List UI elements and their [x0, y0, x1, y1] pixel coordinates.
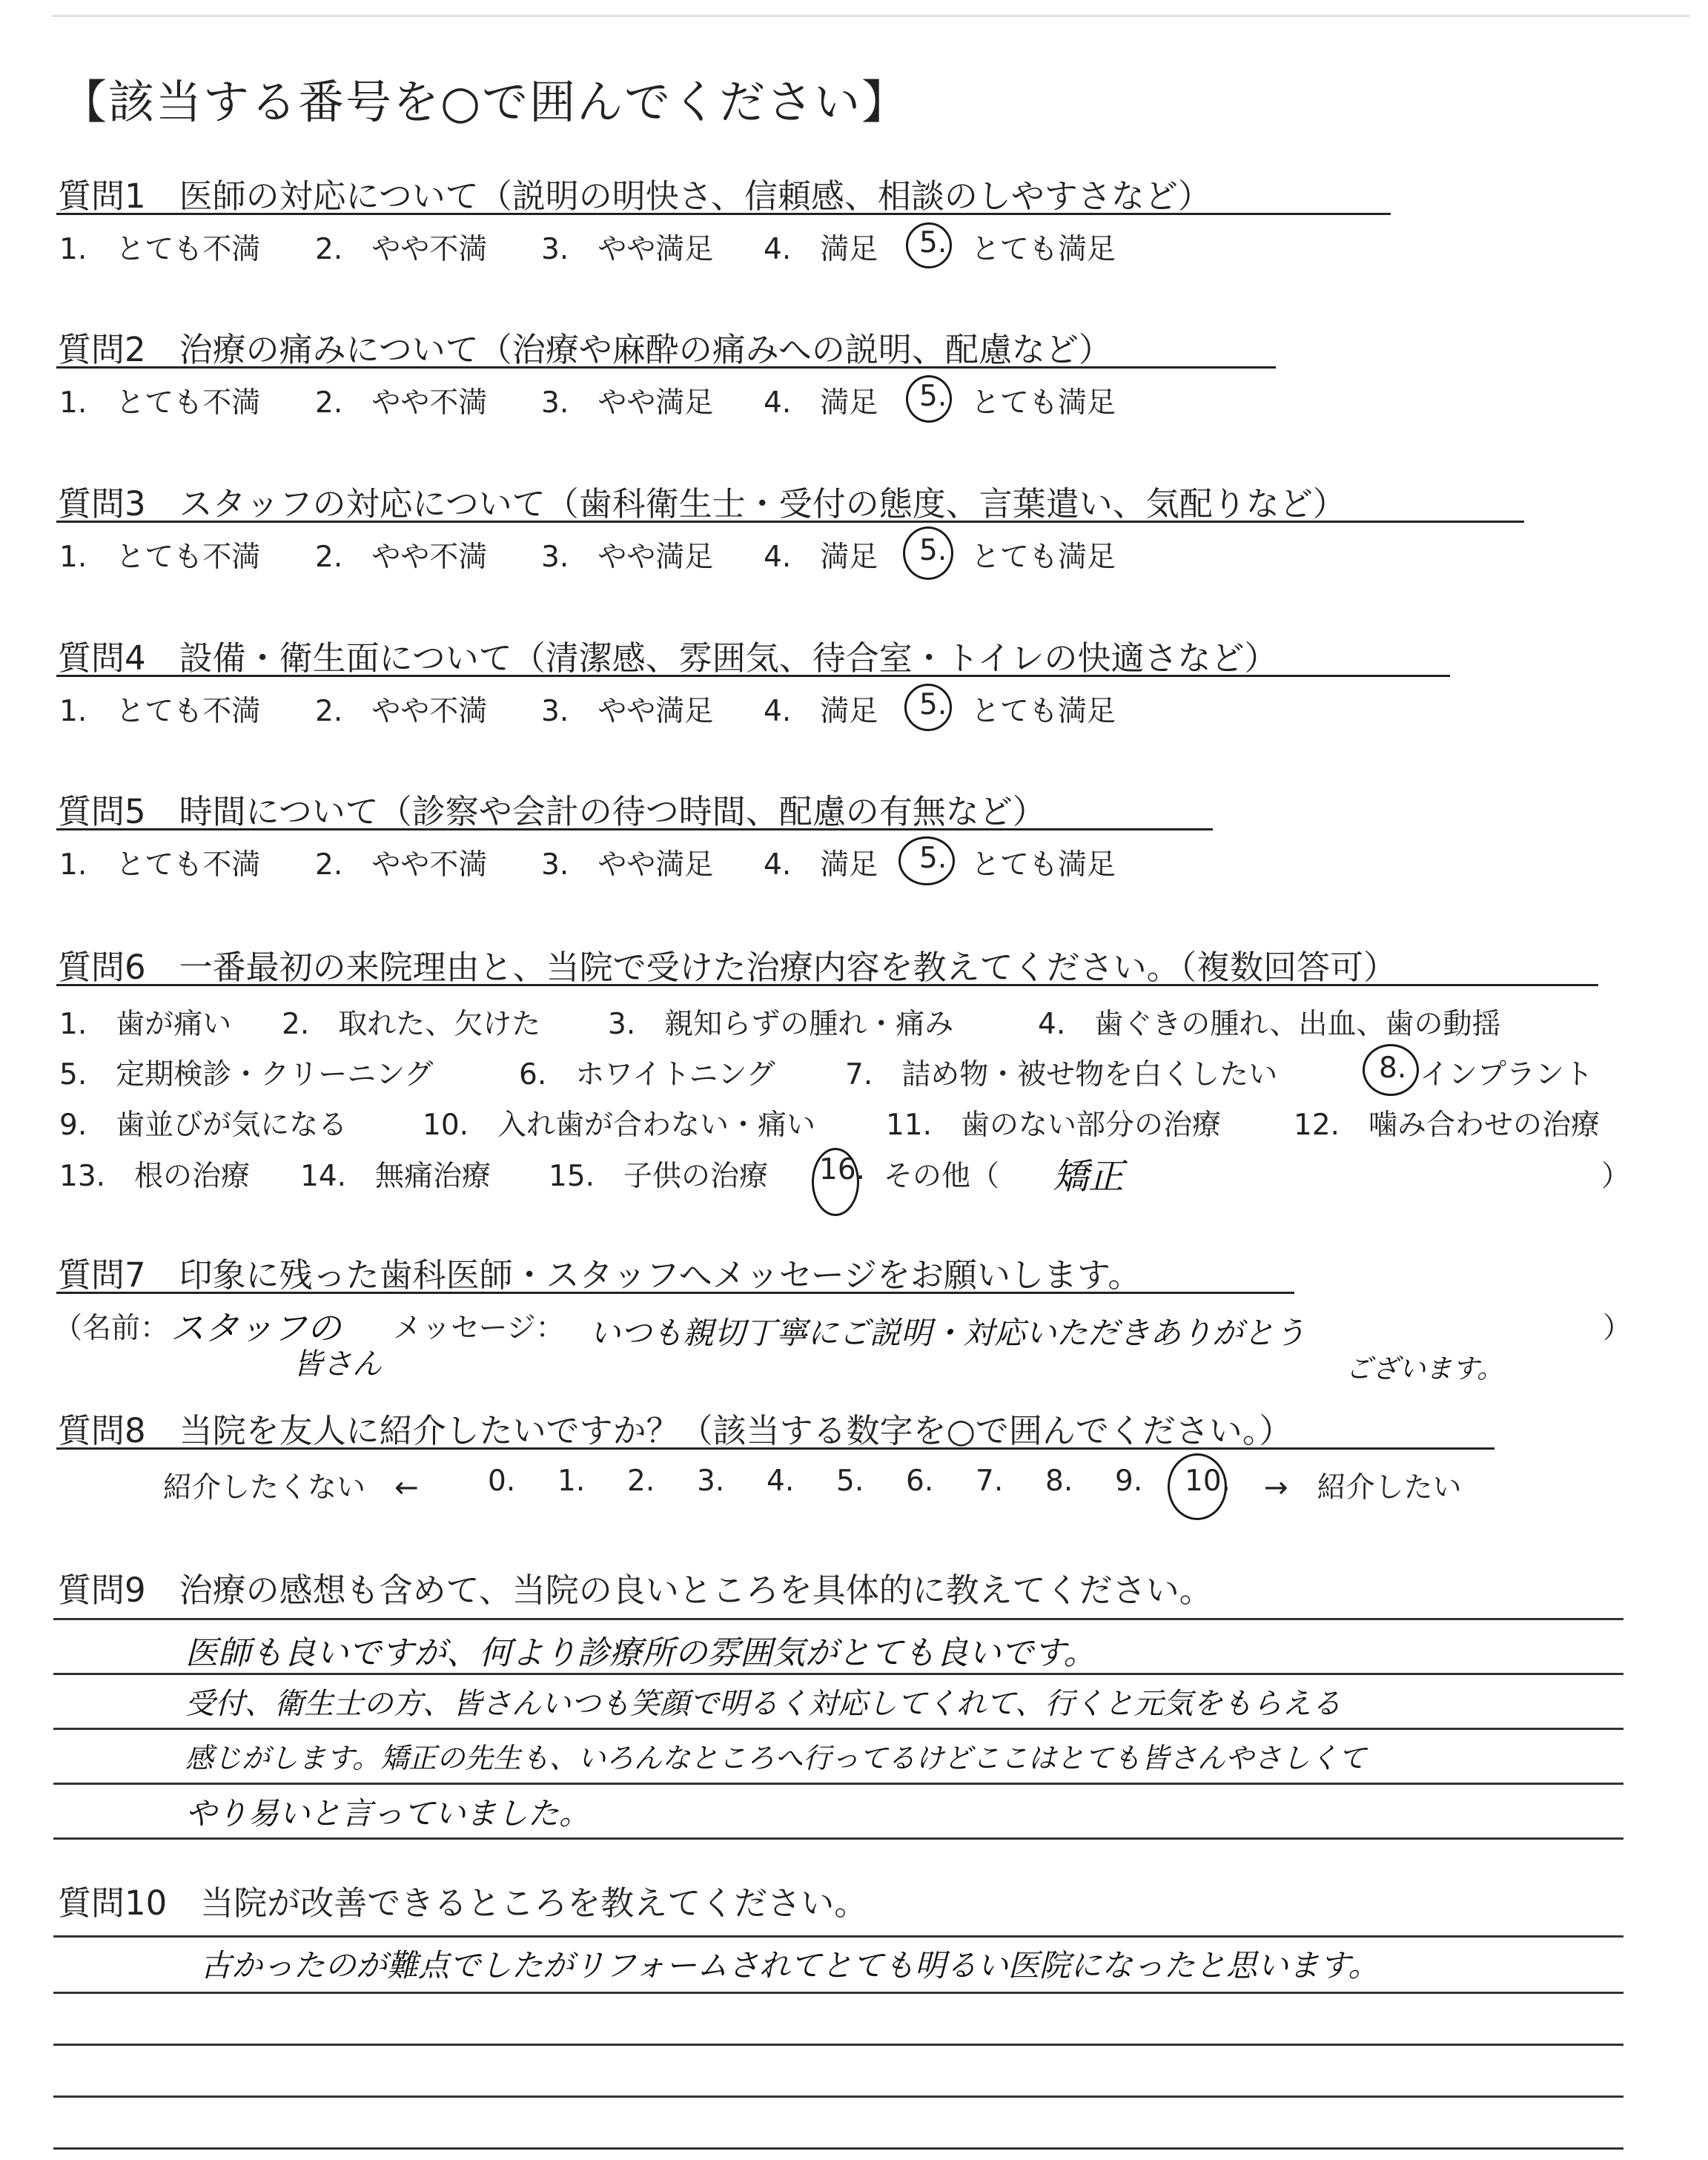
q9-rule-2: [53, 1673, 1623, 1675]
q3-option-5[interactable]: 5.: [919, 534, 947, 567]
q8-option-9[interactable]: 9.: [1115, 1464, 1143, 1498]
q4-option-4[interactable]: 4. 満足: [764, 695, 878, 728]
q9-rule-4: [53, 1783, 1623, 1785]
q6-option-16[interactable]: 16.: [819, 1153, 866, 1186]
question-4-label: 質問4 設備・衛生面について（清潔感、雰囲気、待合室・トイレの快適さなど）: [58, 638, 1278, 678]
q6-other-label: その他（: [884, 1160, 1000, 1193]
q2-option-1[interactable]: 1. とても不満: [59, 386, 261, 420]
q6-option-8-label: インプラント: [1420, 1058, 1594, 1091]
question-6-label: 質問6 一番最初の来院理由と、当院で受けた治療内容を教えてください。（複数回答可）: [58, 948, 1397, 987]
q5-option-2[interactable]: 2. やや不満: [315, 848, 488, 882]
q6-option-5[interactable]: 5. 定期検診・クリーニング: [59, 1058, 434, 1091]
question-9-label: 質問9 治療の感想も含めて、当院の良いところを具体的に教えてください。: [58, 1571, 1213, 1610]
q7-message-answer-line1[interactable]: いつも親切丁寧にご説明・対応いただきありがとう: [589, 1315, 1306, 1351]
q3-option-5-label: とても満足: [971, 541, 1116, 574]
question-7-label: 質問7 印象に残った歯科医師・スタッフへメッセージをお願いします。: [58, 1255, 1142, 1295]
q6-option-13[interactable]: 13. 根の治療: [59, 1160, 251, 1193]
q7-name-answer-line1[interactable]: スタッフの: [171, 1308, 341, 1348]
q1-option-5-label: とても満足: [971, 233, 1116, 266]
page-title: 【該当する番号を○で囲んでください】: [61, 75, 910, 129]
q6-option-12[interactable]: 12. 噛み合わせの治療: [1294, 1109, 1601, 1142]
q6-option-8-circle: [1363, 1044, 1419, 1096]
q10-rule-1: [53, 1935, 1623, 1938]
q6-option-2[interactable]: 2. 取れた、欠けた: [282, 1008, 541, 1041]
q8-option-1[interactable]: 1.: [557, 1464, 586, 1498]
q10-answer-line-1[interactable]: 古かったのが難点でしたがリフォームされてとても明るい医院になったと思います。: [200, 1947, 1380, 1984]
q3-option-1[interactable]: 1. とても不満: [59, 541, 261, 574]
q10-rule-2: [53, 1992, 1623, 1994]
q2-option-3[interactable]: 3. やや満足: [541, 386, 714, 420]
q7-message-answer-line2: ございます。: [1345, 1354, 1504, 1384]
q8-option-0[interactable]: 0.: [488, 1464, 516, 1498]
q6-option-9[interactable]: 9. 歯並びが気になる: [59, 1109, 348, 1142]
q4-option-2[interactable]: 2. やや不満: [315, 695, 488, 728]
q6-option-16-circle: [812, 1148, 859, 1216]
q10-rule-5: [53, 2147, 1623, 2150]
q7-name-answer-line2: 皆さん: [293, 1347, 382, 1381]
q8-option-4[interactable]: 4.: [767, 1464, 795, 1498]
q1-answer-circle: [906, 222, 952, 268]
q8-right-label: → 紹介したい: [1264, 1471, 1462, 1505]
q7-message-label: メッセージ：: [393, 1312, 565, 1345]
q1-option-4[interactable]: 4. 満足: [764, 233, 878, 266]
q5-option-5[interactable]: 5.: [919, 842, 947, 875]
q9-answer-line-3[interactable]: 感じがします。矯正の先生も、いろんなところへ行ってるけどここはとても皆さんやさしくて: [185, 1742, 1366, 1774]
question-5-underline: [56, 828, 1213, 830]
q8-option-2[interactable]: 2.: [627, 1464, 655, 1498]
q5-option-4[interactable]: 4. 満足: [764, 848, 878, 882]
question-5-label: 質問5 時間について（診察や会計の待つ時間、配慮の有無など）: [58, 792, 1046, 831]
q6-other-close: ）: [1601, 1160, 1631, 1193]
question-6-underline: [56, 984, 1598, 986]
q6-other-answer[interactable]: 矯正: [1053, 1156, 1125, 1198]
q1-option-2[interactable]: 2. やや不満: [315, 233, 488, 266]
q6-option-10[interactable]: 10. 入れ歯が合わない・痛い: [423, 1109, 816, 1142]
question-3-underline: [56, 521, 1524, 523]
q9-answer-line-2[interactable]: 受付、衛生士の方、皆さんいつも笑顔で明るく対応してくれて、行くと元気をもらえる: [185, 1687, 1342, 1721]
question-7-underline: [56, 1292, 1294, 1294]
q4-option-1[interactable]: 1. とても不満: [59, 695, 261, 728]
q8-option-6[interactable]: 6.: [906, 1464, 934, 1498]
q6-option-3[interactable]: 3. 親知らずの腫れ・痛み: [608, 1008, 954, 1041]
q7-name-label: （名前：: [53, 1312, 170, 1345]
q5-option-3[interactable]: 3. やや満足: [541, 848, 714, 882]
q9-answer-line-4[interactable]: やり易いと言っていました。: [185, 1795, 591, 1832]
question-1-underline: [56, 213, 1391, 215]
q2-option-2[interactable]: 2. やや不満: [315, 386, 488, 420]
q2-option-5[interactable]: 5.: [919, 380, 947, 413]
q5-option-1[interactable]: 1. とても不満: [59, 848, 261, 882]
q6-option-6[interactable]: 6. ホワイトニング: [519, 1058, 775, 1091]
q1-option-1[interactable]: 1. とても不満: [59, 233, 261, 266]
question-8-label: 質問8 当院を友人に紹介したいですか？（該当する数字を○で囲んでください。）: [58, 1411, 1293, 1450]
q6-option-14[interactable]: 14. 無痛治療: [300, 1160, 491, 1193]
q6-option-15[interactable]: 15. 子供の治療: [549, 1160, 769, 1193]
q1-option-3[interactable]: 3. やや満足: [541, 233, 714, 266]
q9-rule-3: [53, 1728, 1623, 1730]
question-2-label: 質問2 治療の痛みについて（治療や麻酔の痛みへの説明、配慮など）: [58, 330, 1112, 369]
q10-rule-3: [53, 2044, 1623, 2046]
q3-answer-circle: [903, 526, 953, 580]
q3-option-4[interactable]: 4. 満足: [764, 541, 878, 574]
q9-rule-1: [53, 1618, 1623, 1620]
q8-option-10[interactable]: 10.: [1185, 1464, 1231, 1498]
q5-option-5-label: とても満足: [971, 848, 1116, 882]
q9-rule-5: [53, 1837, 1623, 1840]
q3-option-3[interactable]: 3. やや満足: [541, 541, 714, 574]
q10-rule-4: [53, 2095, 1623, 2098]
question-1-label: 質問1 医師の対応について（説明の明快さ、信頼感、相談のしやすさなど）: [58, 176, 1211, 216]
q8-answer-circle: [1168, 1453, 1227, 1520]
q8-option-5[interactable]: 5.: [836, 1464, 864, 1498]
q4-option-3[interactable]: 3. やや満足: [541, 695, 714, 728]
q4-answer-circle: [904, 684, 952, 731]
q2-option-4[interactable]: 4. 満足: [764, 386, 878, 420]
q1-option-5[interactable]: 5.: [919, 226, 947, 260]
q5-answer-circle: [898, 836, 955, 885]
q6-option-11[interactable]: 11. 歯のない部分の治療: [886, 1109, 1222, 1142]
question-2-underline: [56, 366, 1276, 369]
q8-left-label: 紹介したくない ←: [163, 1471, 419, 1505]
q7-close: ）: [1603, 1312, 1632, 1345]
q2-answer-circle: [906, 375, 952, 423]
q4-option-5-label: とても満足: [971, 695, 1116, 728]
q6-option-7[interactable]: 7. 詰め物・被せ物を白くしたい: [845, 1058, 1278, 1091]
question-3-label: 質問3 スタッフの対応について（歯科衛生士・受付の態度、言葉遣い、気配りなど）: [58, 484, 1346, 524]
question-4-underline: [56, 675, 1450, 677]
q8-option-8[interactable]: 8.: [1045, 1464, 1073, 1498]
q2-option-5-label: とても満足: [971, 386, 1116, 420]
q8-option-3[interactable]: 3.: [697, 1464, 725, 1498]
q4-option-5[interactable]: 5.: [919, 688, 947, 721]
q3-option-2[interactable]: 2. やや不満: [315, 541, 488, 574]
top-border: [52, 15, 1690, 17]
q9-answer-line-1[interactable]: 医師も良いですが、何より診療所の雰囲気がとても良いです。: [185, 1634, 1096, 1672]
q8-option-7[interactable]: 7.: [976, 1464, 1004, 1498]
q6-option-8[interactable]: 8.: [1379, 1051, 1407, 1085]
q6-option-1[interactable]: 1. 歯が痛い: [59, 1008, 232, 1041]
question-10-label: 質問10 当院が改善できるところを教えてください。: [58, 1883, 868, 1923]
question-8-underline: [56, 1447, 1494, 1450]
q6-option-4[interactable]: 4. 歯ぐきの腫れ、出血、歯の動揺: [1038, 1008, 1501, 1041]
